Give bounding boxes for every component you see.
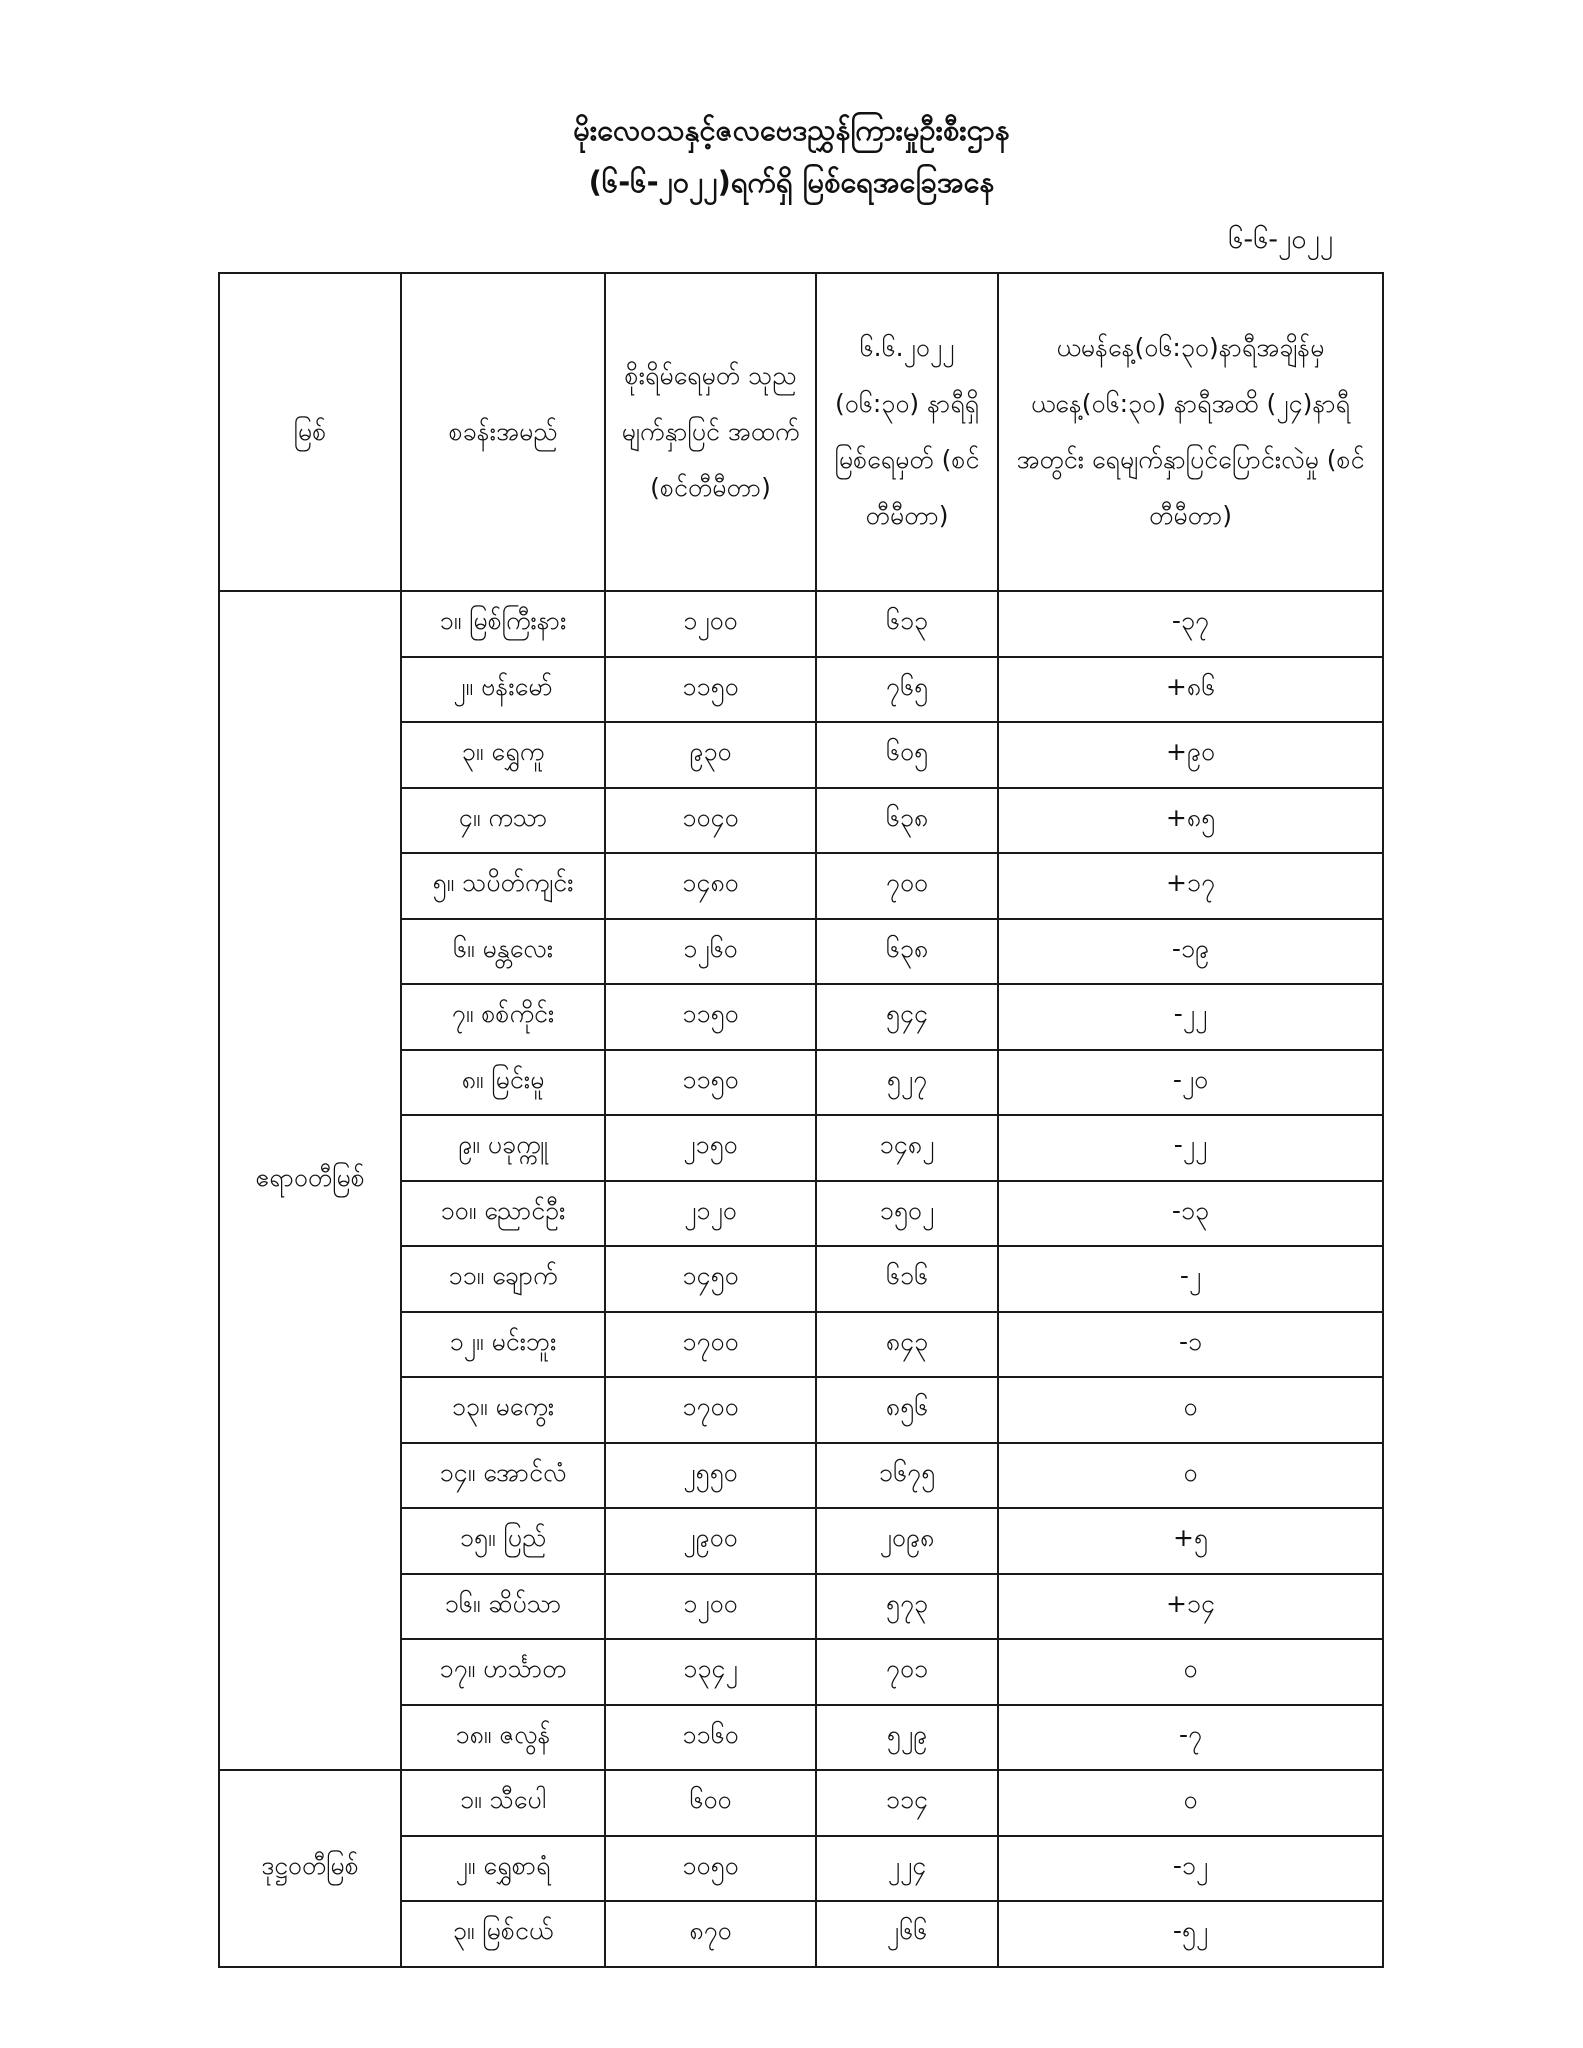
station-cell: ၉။ ပခုက္ကူ: [401, 1115, 605, 1181]
station-cell: ၄။ ကသာ: [401, 788, 605, 854]
water-level-cell: ၆၃၈: [816, 919, 998, 985]
water-level-cell: ၈၄၃: [816, 1312, 998, 1378]
danger-level-cell: ၁၇၀၀: [605, 1312, 816, 1378]
station-cell: ၁၅။ ပြည်: [401, 1508, 605, 1574]
danger-level-cell: ၁၂၆၀: [605, 919, 816, 985]
water-level-cell: ၆၃၈: [816, 788, 998, 854]
station-cell: ၁၇။ ဟင်္သာတ: [401, 1639, 605, 1705]
table-row: [219, 591, 1383, 657]
change-cell: -၃၇: [998, 591, 1383, 657]
water-level-cell: ၆၀၅: [816, 722, 998, 788]
water-level-cell: ၆၁၆: [816, 1246, 998, 1312]
change-cell: -၁၃: [998, 1181, 1383, 1247]
station-cell: ၁၁။ ချောက်: [401, 1246, 605, 1312]
danger-level-cell: ၁၁၅၀: [605, 657, 816, 723]
water-level-cell: ၇၀၁: [816, 1639, 998, 1705]
change-cell: +၁၄: [998, 1574, 1383, 1640]
change-cell: -၇: [998, 1705, 1383, 1771]
title-line-2: (၆-၆-၂၀၂၂)ရက်ရှိ မြစ်ရေအခြေအနေ: [588, 165, 995, 199]
station-cell: ၁၄။ အောင်လံ: [401, 1443, 605, 1509]
station-cell: ၁၂။ မင်းဘူး: [401, 1312, 605, 1378]
station-cell: ၁၀။ ညောင်ဦး: [401, 1181, 605, 1247]
station-cell: ၂။ ရွှေစာရံ: [401, 1836, 605, 1902]
change-cell: +၉၀: [998, 722, 1383, 788]
danger-level-cell: ၂၁၂၀: [605, 1181, 816, 1247]
table-row: [219, 1770, 1383, 1836]
water-level-cell: ၅၇၃: [816, 1574, 998, 1640]
danger-level-cell: ၁၄၅၀: [605, 1246, 816, 1312]
change-cell: -၂၂: [998, 1115, 1383, 1181]
change-cell: -၁: [998, 1312, 1383, 1378]
station-cell: ၁၃။ မကွေး: [401, 1377, 605, 1443]
change-cell: -၁၂: [998, 1836, 1383, 1902]
danger-level-cell: ၆၀၀: [605, 1770, 816, 1836]
change-cell: +၅: [998, 1508, 1383, 1574]
change-cell: ၀: [998, 1443, 1383, 1509]
change-cell: -၂: [998, 1246, 1383, 1312]
change-cell: +၈၆: [998, 657, 1383, 723]
danger-level-cell: ၁၁၅၀: [605, 1050, 816, 1116]
title-line-1: မိုးလေဝသနှင့်ဇလဗေဒညွှန်ကြားမှုဦးစီးဌာန: [573, 113, 1010, 147]
danger-level-cell: ၈၇၀: [605, 1901, 816, 1967]
change-cell: -၂၂: [998, 984, 1383, 1050]
station-cell: ၁၆။ ဆိပ်သာ: [401, 1574, 605, 1640]
station-cell: ၁။ မြစ်ကြီးနား: [401, 591, 605, 657]
water-level-cell: ၈၅၆: [816, 1377, 998, 1443]
water-level-cell: ၁၅၀၂: [816, 1181, 998, 1247]
water-level-cell: ၅၂၉: [816, 1705, 998, 1771]
change-cell: -၁၉: [998, 919, 1383, 985]
station-cell: ၆။ မန္တလေး: [401, 919, 605, 985]
header-station: စခန်းအမည်: [401, 273, 605, 591]
station-cell: ၂။ ဗန်းမော်: [401, 657, 605, 723]
water-level-cell: ၁၄၈၂: [816, 1115, 998, 1181]
station-cell: ၁။ သီပေါ: [401, 1770, 605, 1836]
change-cell: ၀: [998, 1770, 1383, 1836]
danger-level-cell: ၁၀၅၀: [605, 1836, 816, 1902]
water-level-cell: ၂၂၄: [816, 1836, 998, 1902]
danger-level-cell: ၁၀၄၀: [605, 788, 816, 854]
station-cell: ၃။ ရွှေကူ: [401, 722, 605, 788]
water-level-cell: ၇၆၅: [816, 657, 998, 723]
danger-level-cell: ၂၅၅၀: [605, 1443, 816, 1509]
water-level-cell: ၆၁၃: [816, 591, 998, 657]
change-cell: +၁၇: [998, 853, 1383, 919]
danger-level-cell: ၁၂၀၀: [605, 591, 816, 657]
station-cell: ၅။ သပိတ်ကျင်း: [401, 853, 605, 919]
station-cell: ၃။ မြစ်ငယ်: [401, 1901, 605, 1967]
header-water-level: ၆.၆.၂၀၂၂ (၀၆:၃၀) နာရီရှိ မြစ်ရေမှတ် (စင်တီမီတာ): [816, 273, 998, 591]
change-cell: +၈၅: [998, 788, 1383, 854]
header-river: မြစ်: [219, 273, 401, 591]
danger-level-cell: ၁၂၀၀: [605, 1574, 816, 1640]
change-cell: -၂၀: [998, 1050, 1383, 1116]
water-level-cell: ၇၀၀: [816, 853, 998, 919]
danger-level-cell: ၂၉၀၀: [605, 1508, 816, 1574]
danger-level-cell: ၁၁၆၀: [605, 1705, 816, 1771]
header-change: ယမန်နေ့(၀၆:၃၀)နာရီအချိန်မှ ယနေ့(၀၆:၃၀) နာရီအထိ (၂၄)နာရီအတွင်း ရေမျက်နှာပြင်ပြောင်းလဲမှု (စင်တီမီတာ): [998, 273, 1383, 591]
change-cell: ၀: [998, 1377, 1383, 1443]
danger-level-cell: ၂၁၅၀: [605, 1115, 816, 1181]
header-danger-level: စိုးရိမ်ရေမှတ် သုည မျက်နှာပြင် အထက် (စင်တီမီတာ): [605, 273, 816, 591]
water-level-cell: ၂၆၆: [816, 1901, 998, 1967]
change-cell: -၅၂: [998, 1901, 1383, 1967]
station-cell: ၇။ စစ်ကိုင်း: [401, 984, 605, 1050]
report-date: ၆-၆-၂၀၂၂: [1228, 224, 1333, 255]
change-cell: ၀: [998, 1639, 1383, 1705]
river-name-cell: ဒုဋ္ဌဝတီမြစ်: [219, 1770, 401, 1967]
station-cell: ၁၈။ ဇလွန်: [401, 1705, 605, 1771]
header-row: [219, 273, 1383, 591]
danger-level-cell: ၁၇၀၀: [605, 1377, 816, 1443]
river-name-cell: ဧရာဝတီမြစ်: [219, 591, 401, 1770]
water-level-cell: ၂၀၉၈: [816, 1508, 998, 1574]
danger-level-cell: ၁၃၄၂: [605, 1639, 816, 1705]
danger-level-cell: ၁၄၈၀: [605, 853, 816, 919]
table-body: [219, 591, 1383, 1967]
river-level-table: [218, 272, 1384, 1968]
danger-level-cell: ၁၁၅၀: [605, 984, 816, 1050]
station-cell: ၈။ မြင်းမူ: [401, 1050, 605, 1116]
water-level-cell: ၅၄၄: [816, 984, 998, 1050]
danger-level-cell: ၉၃၀: [605, 722, 816, 788]
water-level-cell: ၅၂၇: [816, 1050, 998, 1116]
water-level-cell: ၁၁၄: [816, 1770, 998, 1836]
water-level-cell: ၁၆၇၅: [816, 1443, 998, 1509]
